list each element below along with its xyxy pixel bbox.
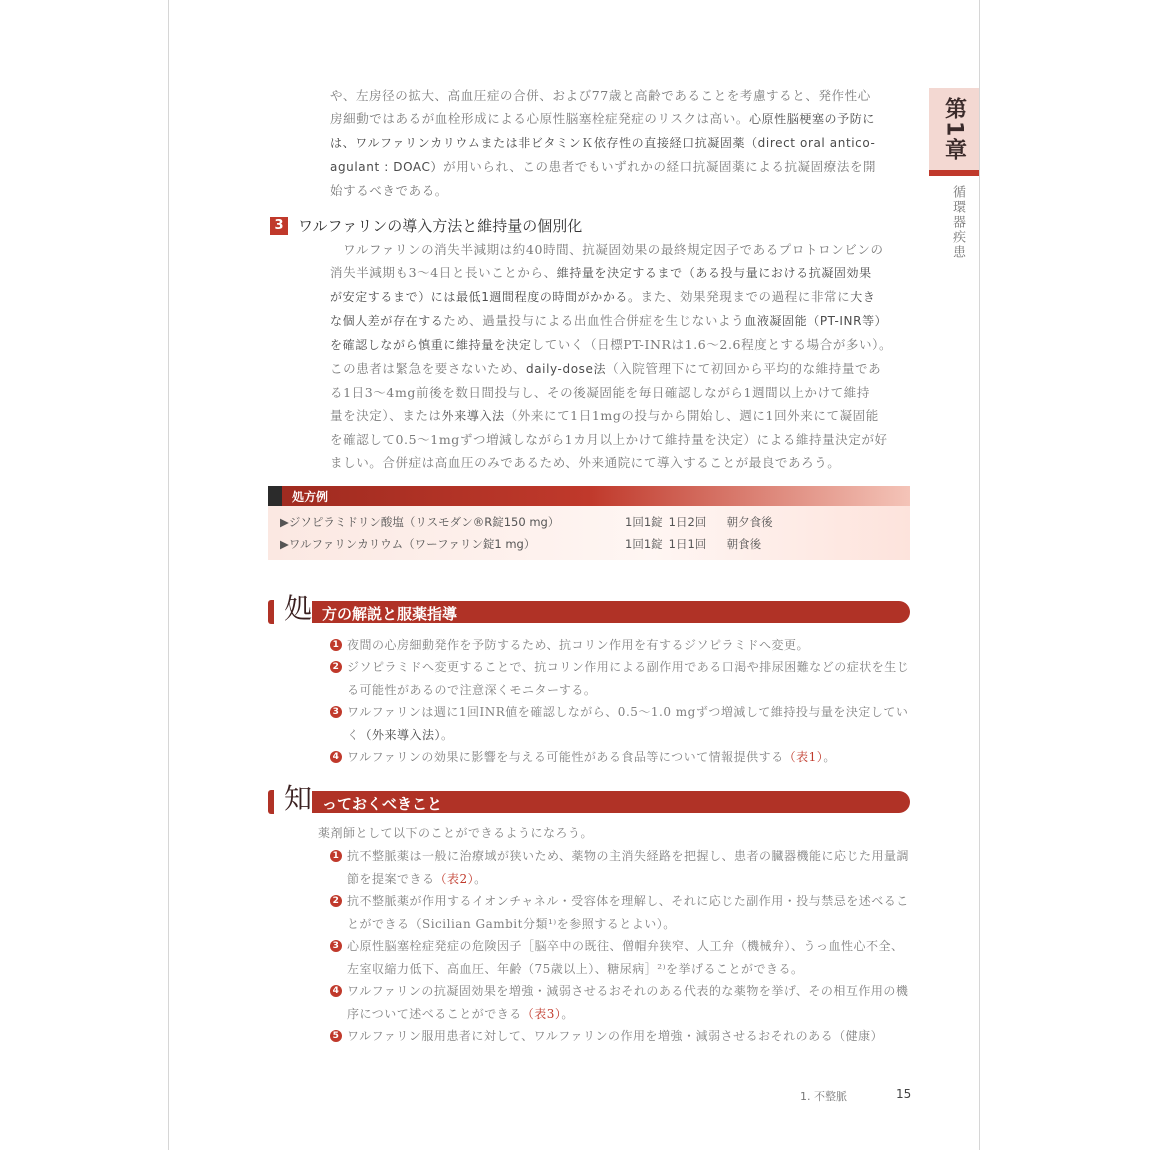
table-ref: （表2） — [434, 871, 475, 886]
intro-line-3: は、ワルファリンカリウムまたは非ビタミンＫ依存性の直接経口抗凝固薬（direct oral antico- — [330, 136, 876, 150]
item-number-badge: 1 — [330, 850, 342, 862]
s3-line-8: 量を決定）、または外来導入法（外来にて1日1mgの投与から開始し、週に1回外来にて凝固能 — [330, 408, 879, 423]
chapter-tab-underline — [929, 170, 979, 176]
s3-line-4: な個人差が存在するため、過量投与による出血性合併症を生じないよう血液凝固能（PT-INR等） — [330, 313, 888, 328]
item-number-badge: 3 — [330, 706, 342, 718]
list-item: 1 抗不整脈薬は一般に治療域が狭いため、薬物の主消失経路を把握し、患者の臓器機能に応じた用量調節を提案できる（表2）。 — [330, 845, 912, 890]
banner-initial-char: 知 — [284, 782, 313, 815]
section-banner-things-to-know — [268, 782, 910, 815]
intro-paragraph — [330, 84, 910, 202]
prescription-drug: ▶ジソピラミドリン酸塩（リスモダン®R錠150 mg） — [280, 515, 560, 529]
s3-line-1: ワルファリンの消失半減期は約40時間、抗凝固効果の最終規定因子であるプロトロンビンの — [343, 242, 884, 257]
prescription-row — [280, 536, 761, 552]
s3-line-7: る1日3～4mg前後を数日間投与し、その後凝固能を毎日確認しながら1週間以上かけて維持 — [330, 385, 870, 400]
item-number-badge: 1 — [330, 639, 342, 651]
prescription-frequency: 1日2回 — [668, 515, 707, 529]
banner-lead-mark — [268, 600, 274, 624]
intro-line-5: 始するべきである。 — [330, 183, 448, 198]
chapter-tab — [929, 88, 979, 172]
list-item: 4 ワルファリンの効果に影響を与える可能性がある食品等について情報提供する（表1）。 — [330, 746, 912, 769]
prescription-header-label: 処方例 — [292, 490, 329, 504]
item-number-badge: 4 — [330, 751, 342, 763]
banner-lead-mark — [268, 790, 274, 814]
list-item: 5 ワルファリン服用患者に対して、ワルファリンの作用を増強・減弱させるおそれのある（健康） — [330, 1025, 912, 1048]
list-item: 3 ワルファリンは週に1回INR値を確認しながら、0.5～1.0 mgずつ増減して維持投与量を決定していく（外来導入法）。 — [330, 701, 912, 746]
s3-line-9: を確認して0.5～1mgずつ増減しながら1カ月以上かけて維持量を決定）による維持量決定が好 — [330, 432, 888, 447]
chapter-subtitle: 循環器疾患 — [950, 185, 965, 260]
item-number-badge: 2 — [330, 895, 342, 907]
prescription-frequency: 1日1回 — [668, 537, 707, 551]
prescription-dose: 1回1錠 — [625, 537, 663, 551]
chapter-label: 第1章 — [941, 97, 967, 163]
prescription-timing: 朝食後 — [726, 537, 762, 551]
list-item: 2 抗不整脈薬が作用するイオンチャネル・受容体を理解し、それに応じた副作用・投与禁忌を述べることができる（Sicilian Gambit分類¹⁾を参照するとよい）。 — [330, 890, 912, 935]
prescription-box — [268, 486, 910, 560]
table-ref: （表3） — [521, 1006, 562, 1021]
s3-line-2: 消失半減期も3～4日と長いことから、維持量を決定するまで（ある投与量における抗凝固効果 — [330, 265, 872, 280]
intro-line-4: agulant : DOAC）が用いられ、この患者でもいずれかの経口抗凝固薬による抗凝固療法を開 — [330, 159, 877, 174]
s3-line-3: が安定するまで）には最低1週間程度の時間がかかる。また、効果発現までの過程に非常に大き — [330, 289, 876, 304]
prescription-timing: 朝夕食後 — [726, 515, 773, 529]
item-number-badge: 2 — [330, 661, 342, 673]
prescription-header — [268, 486, 910, 506]
prescription-dose: 1回1錠 — [625, 515, 663, 529]
s3-line-5: を確認しながら慎重に維持量を決定していく（日標PT-INRは1.6～2.6程度とする場合が多い）。 — [330, 337, 893, 352]
footer-section-label: 1. 不整脈 — [800, 1090, 847, 1103]
section-banner-prescription-explanation — [268, 592, 910, 625]
item-number-badge: 3 — [330, 940, 342, 952]
prescription-header-marker — [268, 486, 282, 506]
item-number-badge: 5 — [330, 1030, 342, 1042]
s3-line-6: この患者は緊急を要さないため、daily-dose法（入院管理下にて初回から平均的な維持量であ — [330, 361, 882, 376]
banner-title: っておくべきこと — [322, 795, 443, 813]
banner-initial-char: 処 — [284, 592, 313, 625]
prescription-row — [280, 514, 773, 530]
list-item: 2 ジソピラミドへ変更することで、抗コリン作用による副作用である口渇や排尿困難などの症状を生じる可能性があるので注意深くモニターする。 — [330, 656, 912, 701]
banner-title: 方の解説と服薬指導 — [322, 605, 458, 623]
intro-line-1: や、左房径の拡大、高血圧症の合併、および77歳と高齢であることを考慮すると、発作性心 — [330, 88, 871, 103]
list-item: 1 夜間の心房細動発作を予防するため、抗コリン作用を有するジソピラミドへ変更。 — [330, 634, 912, 657]
section-title: ワルファリンの導入方法と維持量の個別化 — [298, 217, 583, 235]
item-number-badge: 4 — [330, 985, 342, 997]
s3-line-10: ましい。合併症は高血圧のみであるため、外来通院にて導入することが最良であろう。 — [330, 455, 841, 470]
list-item: 3 心原性脳塞栓症発症の危険因子［脳卒中の既往、僧帽弁狭窄、人工弁（機械弁）、うっ血性心不全、左室収縮力低下、高血圧、年齢（75歳以上）、糖尿病］²⁾を挙げることができる。 — [330, 935, 912, 980]
prescription-drug: ▶ワルファリンカリウム（ワーファリン錠1 mg） — [280, 537, 536, 551]
table-ref: （表1） — [783, 750, 824, 764]
section3-paragraph — [330, 238, 910, 474]
section-lead-text: 薬剤師として以下のことができるようになろう。 — [318, 826, 594, 840]
intro-line-2: 房細動ではあるが血栓形成による心原性脳塞栓症発症のリスクは高い。心原性脳梗塞の予防に — [330, 111, 875, 126]
page-number: 15 — [896, 1087, 912, 1101]
section-number-badge: 3 — [270, 217, 288, 235]
list-item: 4 ワルファリンの抗凝固効果を増強・減弱させるおそれのある代表的な薬物を挙げ、その相互作用の機序について述べることができる（表3）。 — [330, 980, 912, 1025]
